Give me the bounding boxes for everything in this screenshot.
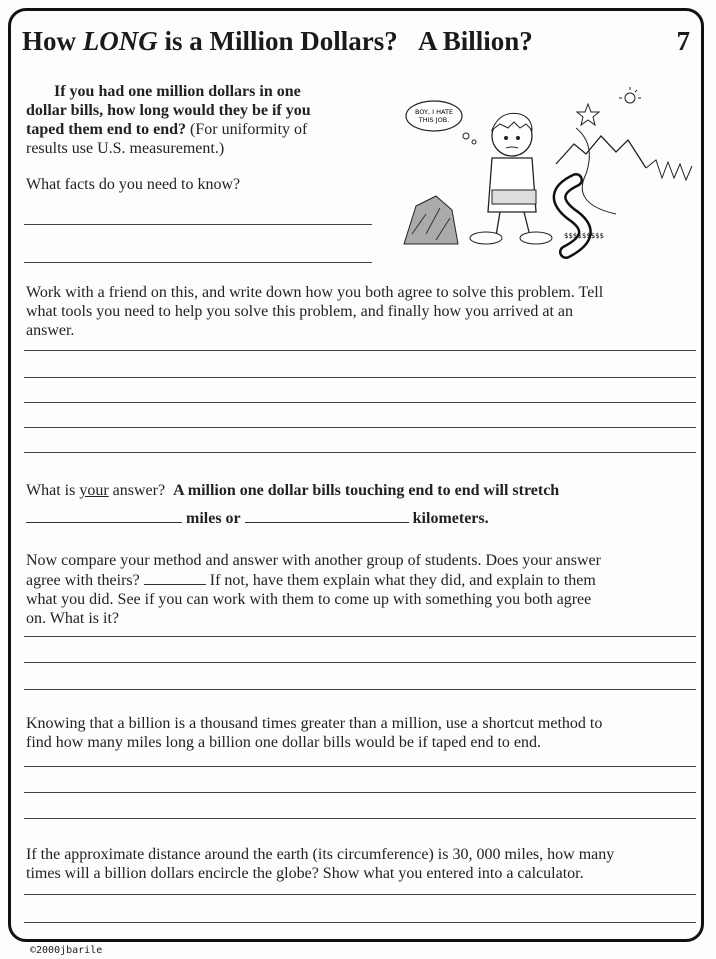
intro-line-3: taped them end to end? — [26, 121, 187, 138]
answer-blanks-row — [26, 508, 696, 528]
trees — [646, 160, 692, 180]
title-billion: A Billion? — [418, 26, 533, 56]
work-answer-line-4[interactable] — [24, 427, 696, 428]
title-emphasis: LONG — [82, 26, 158, 56]
speech-bubble-line-1: BOY, I HATE — [414, 108, 454, 116]
compare-answer-line-1[interactable] — [24, 636, 696, 637]
page-number: 7 — [676, 26, 690, 56]
dollar-bill-in-hands — [492, 190, 536, 204]
compare-line-4: on. What is it? — [26, 610, 120, 627]
billion-prompt — [26, 714, 696, 752]
kilometers-label: kilometers. — [412, 510, 489, 527]
money-pile — [404, 196, 458, 244]
intro-line-3-tail: (For uniformity of — [186, 121, 308, 138]
earth-prompt — [26, 845, 696, 883]
compare-answer-line-2[interactable] — [24, 662, 696, 663]
facts-answer-line-1[interactable] — [24, 224, 372, 225]
facts-question: What facts do you need to know? — [26, 176, 241, 193]
copyright-footer: ©2000jbarile — [30, 945, 103, 956]
sun-icon — [619, 87, 641, 103]
billion-answer-line-2[interactable] — [24, 792, 696, 793]
earth-answer-line-2[interactable] — [24, 922, 696, 923]
compare-line-2a: agree with theirs? — [26, 572, 140, 589]
road — [576, 128, 616, 214]
billion-answer-line-3[interactable] — [24, 818, 696, 819]
intro-line-2: dollar bills, how long would they be if you — [26, 102, 311, 119]
earth-line-2: times will a billion dollars encircle the globe? Show what you entered into a calculator. — [26, 865, 584, 882]
speech-bubble-line-2: THIS JOB. — [418, 116, 450, 124]
answer-question — [26, 481, 696, 500]
work-answer-line-3[interactable] — [24, 402, 696, 403]
answer-your: your — [79, 482, 109, 499]
answer-mid: answer? — [108, 482, 166, 499]
left-shoe — [470, 232, 502, 244]
compare-answer-line-3[interactable] — [24, 689, 696, 690]
compare-prompt — [26, 551, 696, 628]
boy-with-money-illustration — [396, 84, 700, 262]
billion-answer-line-1[interactable] — [24, 766, 696, 767]
miles-blank[interactable] — [26, 508, 182, 523]
compare-line-1: Now compare your method and answer with another group of students. Does your answer — [26, 552, 601, 569]
miles-label: miles or — [186, 510, 241, 527]
work-prompt — [26, 283, 696, 340]
earth-line-1: If the approximate distance around the earth (its circumference) is 30, 000 miles, how many — [26, 846, 615, 863]
earth-answer-line-1[interactable] — [24, 894, 696, 895]
answer-statement: A million one dollar bills touching end to end will stretch — [173, 482, 560, 499]
money-roll-label: $$$$$$$$$ — [564, 232, 605, 240]
answer-prefix: What is — [26, 482, 80, 499]
compare-line-2b: If not, have them explain what they did, and explain to them — [209, 572, 596, 589]
billion-line-2: find how many miles long a billion one dollar bills would be if taped end to end. — [26, 734, 542, 751]
page-title — [22, 26, 694, 57]
work-prompt-line-2: what tools you need to help you solve this problem, and finally how you arrived at an — [26, 303, 573, 320]
facts-answer-line-2[interactable] — [24, 262, 372, 263]
kilometers-blank[interactable] — [245, 508, 409, 523]
compare-line-3: what you did. See if you can work with them to come up with something you both agree — [26, 591, 592, 608]
work-answer-line-1[interactable] — [24, 350, 696, 351]
title-part1: How — [22, 26, 83, 56]
work-prompt-line-3: answer. — [26, 322, 75, 339]
intro-line-1: If you had one million dollars in one — [54, 83, 301, 100]
intro-question — [26, 82, 386, 158]
billion-line-1: Knowing that a billion is a thousand times greater than a million, use a shortcut method to — [26, 715, 603, 732]
star-icon — [577, 104, 599, 125]
work-answer-line-5[interactable] — [24, 452, 696, 453]
agree-blank[interactable] — [144, 570, 206, 585]
intro-line-4: results use U.S. measurement.) — [26, 140, 225, 157]
mountains — [556, 136, 646, 168]
title-part3: is a Million Dollars? — [157, 26, 398, 56]
work-answer-line-2[interactable] — [24, 377, 696, 378]
right-shoe — [520, 232, 552, 244]
work-prompt-line-1: Work with a friend on this, and write down how you both agree to solve this problem. Tell — [26, 284, 604, 301]
